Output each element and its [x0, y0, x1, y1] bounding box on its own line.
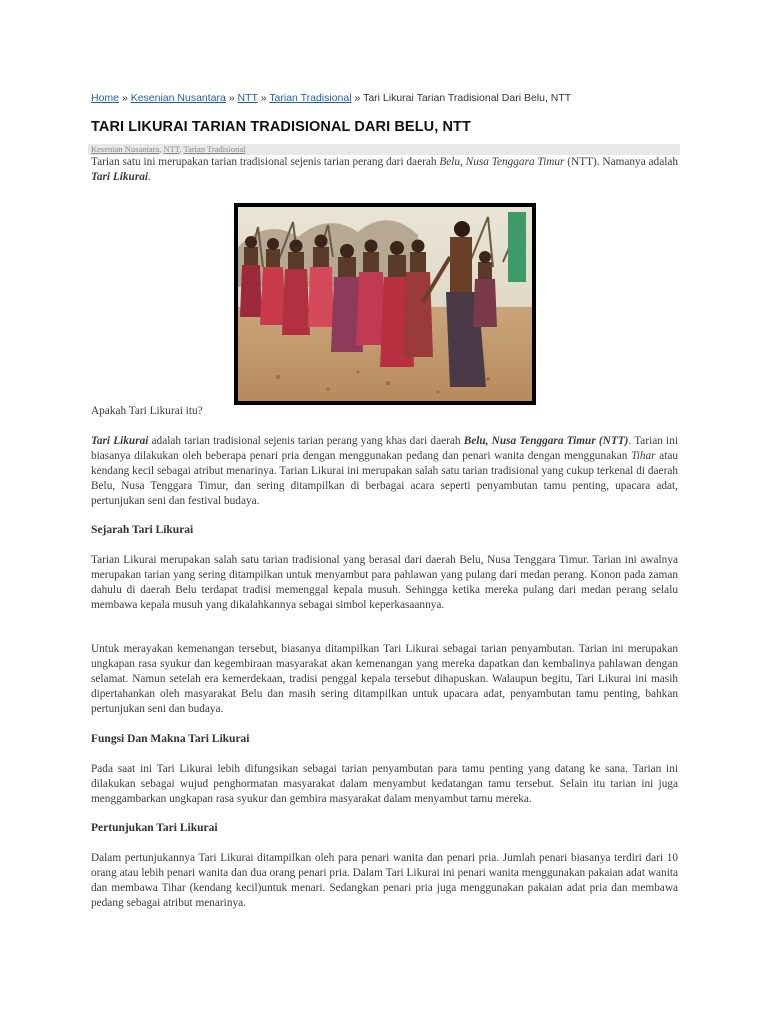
- breadcrumb-separator: »: [354, 92, 361, 104]
- sejarah-heading: Sejarah Tari Likurai: [91, 524, 194, 536]
- intro-paragraph: [91, 155, 678, 185]
- definition-tihar: Tihar: [631, 450, 656, 462]
- category-link-kesenian[interactable]: Kesenian Nusantara: [91, 144, 160, 154]
- question-paragraph: Apakah Tari Likurai itu?: [91, 405, 203, 417]
- intro-region: Belu, Nusa Tenggara Timur: [439, 156, 565, 168]
- category-separator: ,: [179, 144, 184, 154]
- definition-text: . Tarian ini biasanya dilakukan oleh beberapa penari pria dengan menggunakan pedang dan penari wanita dengan menggunakan: [91, 435, 678, 462]
- intro-text: Tarian satu ini merupakan tarian tradisional sejenis tarian perang dari daerah: [91, 156, 440, 168]
- breadcrumb-separator: »: [260, 92, 267, 104]
- fungsi-heading: Fungsi Dan Makna Tari Likurai: [91, 733, 250, 745]
- definition-paragraph: [91, 434, 678, 509]
- breadcrumb-tarian-link[interactable]: Tarian Tradisional: [269, 92, 352, 104]
- breadcrumb-separator: »: [121, 92, 128, 104]
- intro-dance-name: Tari Likurai: [91, 171, 149, 183]
- category-bar: [88, 144, 680, 155]
- pertunjukan-heading: Pertunjukan Tari Likurai: [91, 822, 218, 834]
- intro-text: (NTT). Namanya adalah: [564, 156, 679, 168]
- sejarah-paragraph-1: Tarian Likurai merupakan salah satu tarian tradisional yang berasal dari daerah Belu, Nusa Tenggara Timur. Tarian ini awalnya merupakan tarian yang sering ditampilkan untuk menyambut para pahlawan yang pulang dari medan perang. Konon pada zaman dahulu di daerah Belu terdapat tradisi memenggal kepala musuh. Sehingga ketika mereka pulang dari medan perang selalu membawa kepala musuh yang dikalahkannya sebagai simbol keperkasaannya.: [91, 554, 678, 611]
- breadcrumb-separator: »: [228, 92, 235, 104]
- breadcrumb-ntt-link[interactable]: NTT: [237, 92, 258, 104]
- category-link-ntt[interactable]: NTT: [163, 144, 180, 154]
- page-title: TARI LIKURAI TARIAN TRADISIONAL DARI BELU, NTT: [91, 119, 471, 135]
- definition-text: atau kendang kecil sebagai atribut menarinya. Tarian Likurai ini merupakan salah satu tarian tradisional yang cukup terkenal di daerah Belu, Nusa Tenggara Timur, dan sering ditampilkan di berbagai acara seperti penyambutan tamu penting, upacara adat, pertunjukan seni dan festival budaya.: [91, 450, 679, 507]
- breadcrumb-home-link[interactable]: Home: [91, 92, 120, 104]
- dance-photo-image: [238, 207, 532, 401]
- category-link-tarian[interactable]: Tarian Tradisional: [183, 144, 246, 154]
- sejarah-paragraph-2: Untuk merayakan kemenangan tersebut, biasanya ditampilkan Tari Likurai sebagai tarian penyambutan. Tarian ini merupakan ungkapan rasa syukur dan kegembiraan masyarakat akan kemenangan yang mereka dapatkan dan kembalinya pahlawan dengan selamat. Namun setelah era kemerdekaan, tradisi penggal kepala tersebut dihapuskan. Walaupun begitu, Tari Likurai ini masih dipertahankan oleh masyarakat Belu dan masih sering ditampilkan untuk upacara adat, penyambutan tamu penting, bahkan pertunjukan seni dan budaya.: [91, 643, 678, 715]
- pertunjukan-paragraph: Dalam pertunjukannya Tari Likurai ditampilkan oleh para penari wanita dan penari pria. Jumlah penari biasanya terdiri dari 10 orang atau lebih penari wanita dan dua orang penari pria. Dalam Tari Likurai ini penari wanita menggunakan pakaian adat wanita dan membawa Tihar (kendang kecil)untuk menari. Sedangkan penari pria juga menggunakan pakaian adat pria dan membawa pedang sebagai atribut menarinya.: [91, 852, 678, 909]
- category-separator: ,: [159, 144, 164, 154]
- definition-text: adalah tarian tradisional sejenis tarian perang yang khas dari daerah: [148, 435, 464, 447]
- definition-dance-name: Tari Likurai: [91, 435, 149, 447]
- breadcrumb-current: Tari Likurai Tarian Tradisional Dari Belu, NTT: [363, 92, 572, 104]
- dance-photo: [234, 203, 536, 405]
- breadcrumb: [91, 92, 691, 104]
- fungsi-paragraph: Pada saat ini Tari Likurai lebih difungsikan sebagai tarian penyambutan para tamu penting yang datang ke sana. Tarian ini dilakukan sebagai wujud penghormatan masyarakat dalam menyambut kedatangan tamu tersebut. Selain itu tarian ini juga menggambarkan ungkapan rasa syukur dan gembira masyarakat dalam menyambut tamu mereka.: [91, 763, 678, 805]
- breadcrumb-kesenian-link[interactable]: Kesenian Nusantara: [130, 92, 226, 104]
- intro-text: .: [148, 171, 151, 183]
- definition-region: Belu, Nusa Tenggara Timur (NTT): [463, 435, 629, 447]
